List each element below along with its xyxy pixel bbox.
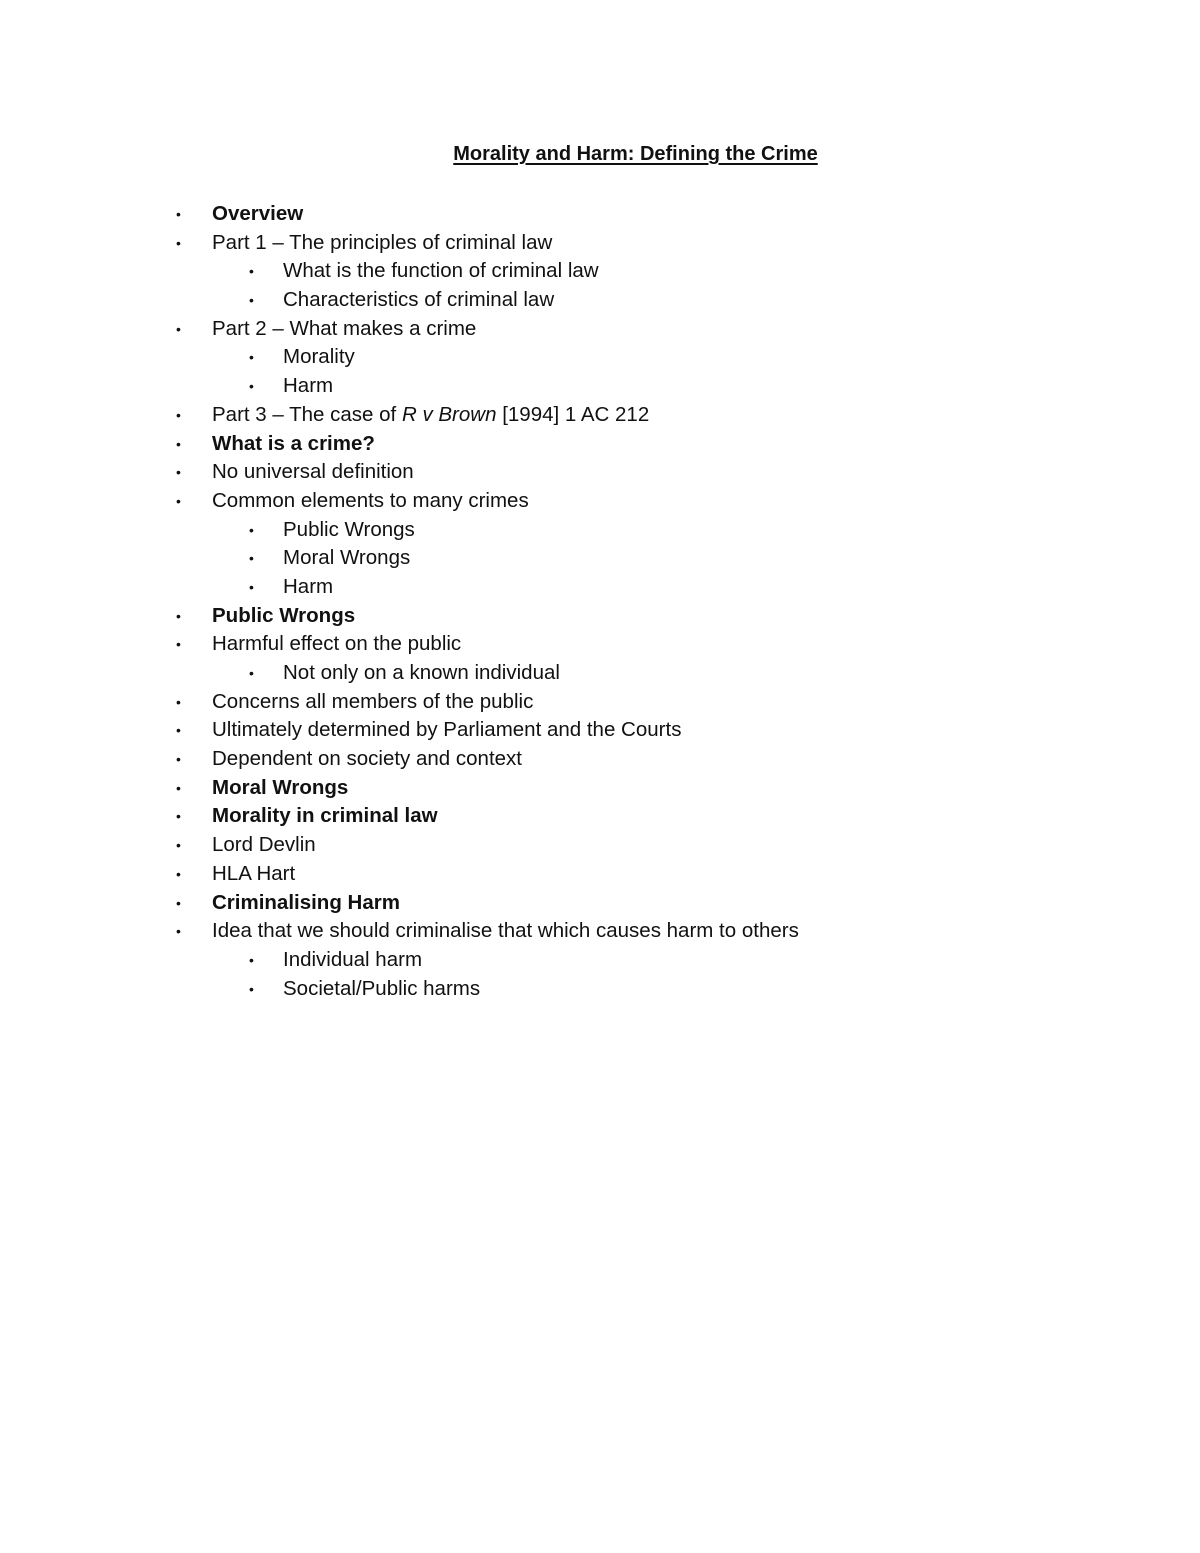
bullet-icon: • bbox=[249, 665, 254, 681]
list-item bbox=[0, 630, 1200, 659]
list-item-text: Lord Devlin bbox=[212, 833, 316, 857]
list-item bbox=[0, 659, 1200, 688]
list-item-text: Not only on a known individual bbox=[283, 661, 560, 684]
list-item-text: Criminalising Harm bbox=[212, 890, 400, 914]
list-item bbox=[0, 401, 1200, 430]
list-item-text: What is a crime? bbox=[212, 431, 375, 455]
bullet-icon: • bbox=[176, 808, 181, 825]
list-item bbox=[0, 602, 1200, 631]
case-citation: [1994] 1 AC 212 bbox=[496, 402, 650, 426]
bullet-icon: • bbox=[249, 349, 254, 366]
list-item-text: Harm bbox=[283, 574, 334, 598]
list-item-text bbox=[212, 401, 649, 430]
list-item bbox=[0, 430, 1200, 459]
list-item bbox=[0, 286, 1200, 315]
list-item-text: Characteristics of criminal law bbox=[283, 288, 555, 312]
bullet-icon: • bbox=[176, 693, 181, 710]
bullet-icon: • bbox=[176, 206, 181, 222]
list-item-text: Concerns all members of the public bbox=[212, 689, 534, 713]
list-item-text: Dependent on society and context bbox=[212, 747, 522, 771]
list-item bbox=[0, 917, 1200, 946]
list-item-text: Societal/Public harms bbox=[283, 976, 481, 1000]
list-item bbox=[0, 774, 1200, 803]
bullet-icon: • bbox=[176, 492, 181, 509]
case-name: R v Brown bbox=[401, 402, 497, 426]
list-item bbox=[0, 946, 1200, 975]
page-title: Morality and Harm: Defining the Crime bbox=[453, 143, 818, 165]
bullet-icon: • bbox=[249, 550, 254, 567]
bullet-icon: • bbox=[176, 923, 181, 940]
bullet-icon: • bbox=[176, 837, 181, 854]
outline-list bbox=[0, 200, 1200, 1003]
list-item bbox=[0, 487, 1200, 516]
list-item-text: Public Wrongs bbox=[283, 517, 415, 541]
list-item-text: Overview bbox=[212, 202, 304, 225]
list-item bbox=[0, 315, 1200, 344]
list-item bbox=[0, 516, 1200, 545]
list-item bbox=[0, 716, 1200, 745]
bullet-icon: • bbox=[176, 320, 181, 337]
bullet-icon: • bbox=[249, 378, 254, 395]
list-item bbox=[0, 343, 1200, 372]
bullet-icon: • bbox=[176, 435, 181, 452]
list-item-text: Part 1 – The principles of criminal law bbox=[212, 230, 553, 254]
bullet-icon: • bbox=[249, 951, 254, 968]
list-item bbox=[0, 372, 1200, 401]
bullet-icon: • bbox=[176, 722, 181, 739]
list-item bbox=[0, 831, 1200, 860]
list-item bbox=[0, 257, 1200, 286]
bullet-icon: • bbox=[176, 779, 181, 796]
list-item bbox=[0, 688, 1200, 717]
list-item-text: Morality bbox=[283, 345, 355, 369]
list-item-text: Moral Wrongs bbox=[212, 775, 349, 799]
list-item-text: Idea that we should criminalise that which causes harm to others bbox=[212, 919, 799, 943]
list-item-text: Harm bbox=[283, 374, 334, 398]
bullet-icon: • bbox=[176, 865, 181, 882]
bullet-icon: • bbox=[176, 234, 181, 251]
list-item-text: Common elements to many crimes bbox=[212, 488, 529, 512]
bullet-icon: • bbox=[176, 406, 181, 423]
list-item-text: Public Wrongs bbox=[212, 603, 356, 627]
list-item-text: Part 2 – What makes a crime bbox=[212, 316, 477, 340]
list-item-text: HLA Hart bbox=[212, 861, 296, 885]
list-item bbox=[0, 745, 1200, 774]
list-item-text: Moral Wrongs bbox=[283, 546, 411, 570]
list-item bbox=[0, 889, 1200, 918]
list-item-text: Ultimately determined by Parliament and the Courts bbox=[212, 718, 682, 742]
bullet-icon: • bbox=[249, 263, 254, 280]
case-prefix: Part 3 – The case of bbox=[212, 402, 402, 426]
list-item-text: Individual harm bbox=[283, 947, 423, 971]
list-item-text: Harmful effect on the public bbox=[212, 632, 462, 656]
list-item bbox=[0, 802, 1200, 831]
bullet-icon: • bbox=[176, 607, 181, 624]
bullet-icon: • bbox=[176, 894, 181, 911]
bullet-icon: • bbox=[249, 980, 254, 997]
bullet-icon: • bbox=[176, 751, 181, 768]
list-item-text: Morality in criminal law bbox=[212, 804, 438, 828]
bullet-icon: • bbox=[176, 636, 181, 653]
list-item bbox=[0, 229, 1200, 258]
list-item bbox=[0, 573, 1200, 602]
bullet-icon: • bbox=[176, 464, 181, 481]
list-item bbox=[0, 544, 1200, 573]
list-item bbox=[0, 975, 1200, 1004]
bullet-icon: • bbox=[249, 521, 254, 538]
bullet-icon: • bbox=[249, 578, 254, 595]
list-item-text: What is the function of criminal law bbox=[283, 259, 599, 283]
list-item bbox=[0, 458, 1200, 487]
list-item bbox=[0, 860, 1200, 889]
list-item bbox=[0, 200, 1200, 229]
bullet-icon: • bbox=[249, 292, 254, 309]
list-item-text: No universal definition bbox=[212, 460, 414, 484]
